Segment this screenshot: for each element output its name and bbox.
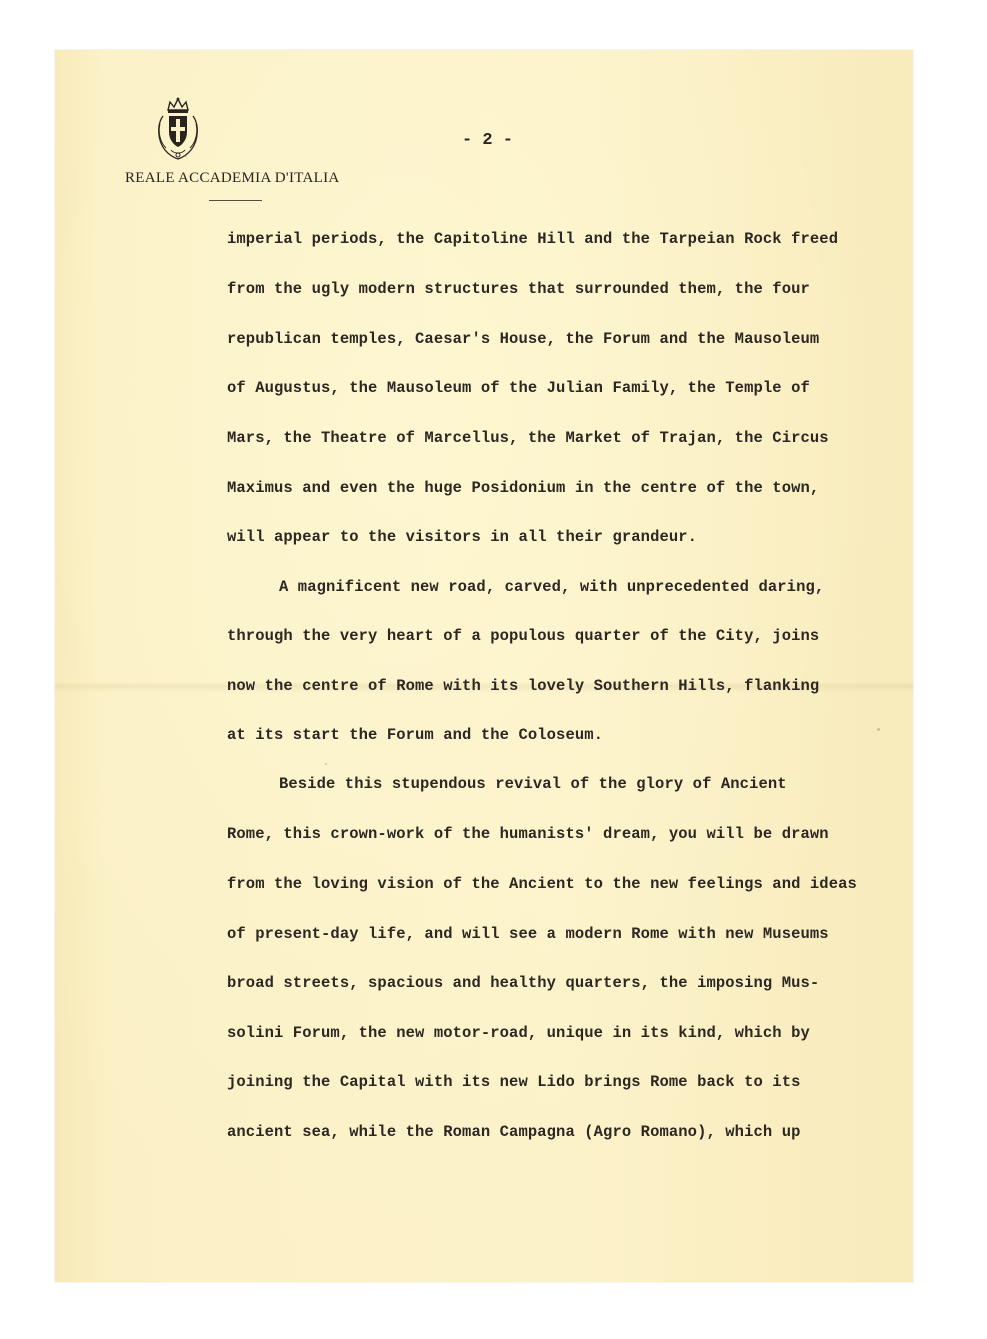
- body-line: from the ugly modern structures that surrounded them, the four: [227, 280, 810, 298]
- body-line: Beside this stupendous revival of the glory of Ancient: [279, 775, 787, 793]
- body-line: through the very heart of a populous quarter of the City, joins: [227, 627, 820, 645]
- body-line: joining the Capital with its new Lido brings Rome back to its: [227, 1073, 801, 1091]
- letterhead-organization: REALE ACCADEMIA D'ITALIA: [125, 170, 340, 186]
- body-line: from the loving vision of the Ancient to the new feelings and ideas: [227, 875, 857, 893]
- body-line: A magnificent new road, carved, with unprecedented daring,: [279, 578, 825, 596]
- page-number: - 2 -: [462, 131, 514, 150]
- body-line: now the centre of Rome with its lovely Southern Hills, flanking: [227, 677, 820, 695]
- body-line: republican temples, Caesar's House, the Forum and the Mausoleum: [227, 330, 820, 348]
- body-line: Maximus and even the huge Posidonium in the centre of the town,: [227, 479, 820, 497]
- body-line: broad streets, spacious and healthy quarters, the imposing Mus-: [227, 974, 820, 992]
- body-line: at its start the Forum and the Coloseum.: [227, 726, 604, 744]
- body-line: Mars, the Theatre of Marcellus, the Market of Trajan, the Circus: [227, 429, 829, 447]
- body-line: solini Forum, the new motor-road, unique in its kind, which by: [227, 1024, 810, 1042]
- body-line: Rome, this crown-work of the humanists' dream, you will be drawn: [227, 825, 829, 843]
- body-line: imperial periods, the Capitoline Hill and the Tarpeian Rock freed: [227, 230, 839, 248]
- paper-blemish: [184, 155, 187, 157]
- body-line: ancient sea, while the Roman Campagna (Agro Romano), which up: [227, 1123, 801, 1141]
- body-line: of present-day life, and will see a modern Rome with new Museums: [227, 925, 829, 943]
- body-line: of Augustus, the Mausoleum of the Julian Family, the Temple of: [227, 379, 810, 397]
- paper-blemish: [325, 763, 327, 765]
- paper-blemish: [877, 728, 880, 731]
- letterhead-rule: [209, 200, 262, 201]
- royal-coat-of-arms-icon: [153, 96, 203, 162]
- body-line: will appear to the visitors in all their grandeur.: [227, 528, 698, 546]
